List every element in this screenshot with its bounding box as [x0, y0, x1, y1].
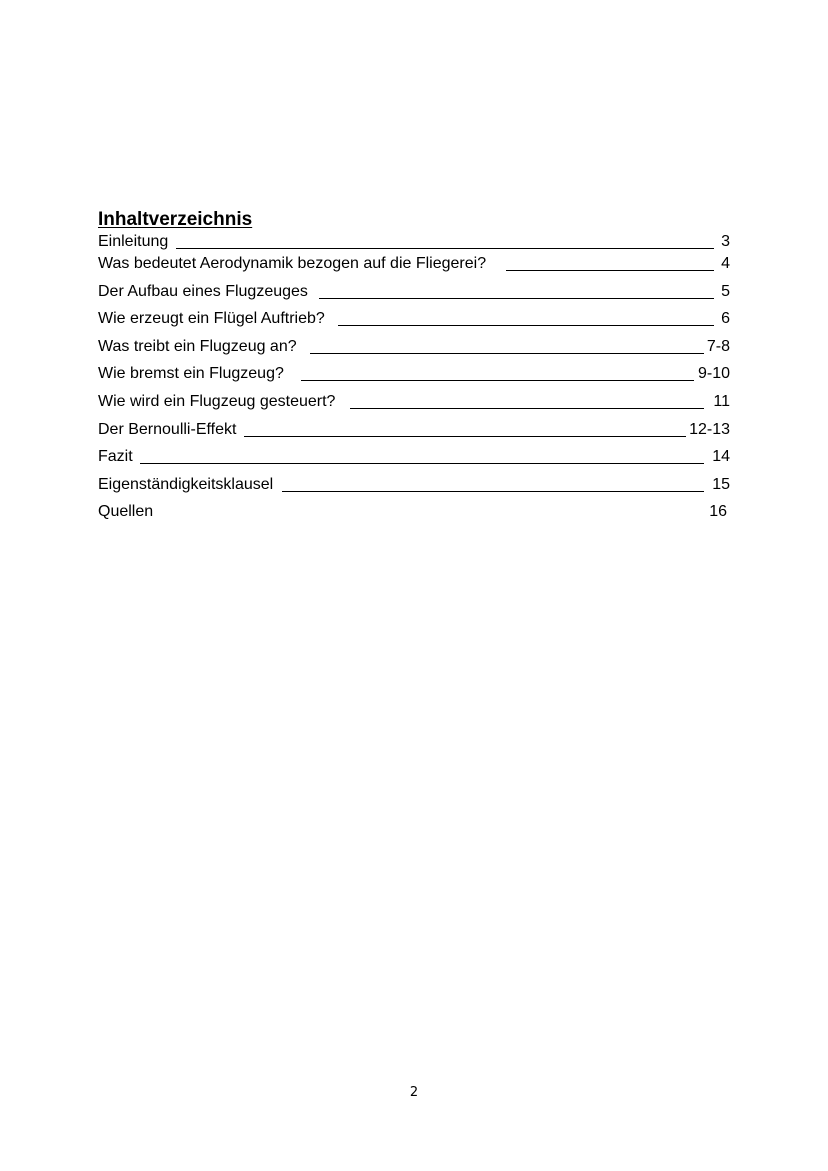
toc-entry[interactable]	[98, 232, 730, 254]
toc-entry-page: 11	[713, 392, 730, 410]
toc-entry-label: Wie wird ein Flugzeug gesteuert?	[98, 392, 336, 410]
toc-leader-line	[282, 475, 704, 492]
toc-entry[interactable]	[98, 337, 730, 365]
toc-entry[interactable]	[98, 282, 730, 310]
toc-leader-line	[506, 254, 714, 271]
toc-leader-line	[350, 392, 704, 409]
toc-entry-page: 3	[721, 233, 730, 250]
toc-entry[interactable]	[98, 447, 730, 475]
toc-leader-line	[338, 309, 714, 326]
toc-leader-line	[319, 282, 714, 299]
toc-entry-label: Quellen	[98, 503, 154, 521]
toc-entry-page: 7-8	[706, 337, 730, 355]
toc-title: Inhaltverzeichnis	[98, 209, 253, 230]
toc-entry-label: Fazit	[98, 448, 133, 466]
toc-leader-line	[301, 364, 694, 381]
toc-entry[interactable]	[98, 392, 730, 420]
toc-entry-label: Der Bernoulli-Effekt	[98, 420, 237, 438]
toc-leader-line	[310, 337, 704, 354]
toc-entry[interactable]	[98, 420, 730, 448]
toc-entry-label: Was treibt ein Flugzeug an?	[98, 337, 297, 355]
toc-entry-page: 12-13	[689, 420, 730, 438]
toc-entry-page: 6	[721, 310, 730, 328]
toc-entry-page: 15	[712, 475, 730, 493]
toc-entry[interactable]	[98, 254, 730, 282]
toc-entry[interactable]	[98, 475, 730, 503]
toc-entry-label: Wie bremst ein Flugzeug?	[98, 365, 284, 383]
toc-leader-line	[140, 447, 704, 464]
toc-entry[interactable]	[98, 502, 730, 530]
toc-entry-label: Eigenständigkeitsklausel	[98, 475, 274, 493]
toc-entry-page: 5	[721, 282, 730, 300]
toc-entry-label: Der Aufbau eines Flugzeuges	[98, 282, 308, 300]
toc-entry[interactable]	[98, 309, 730, 337]
page-number: 2	[409, 1085, 419, 1100]
table-of-contents	[98, 208, 730, 530]
toc-entry-page: 4	[721, 255, 730, 272]
toc-list	[98, 232, 730, 530]
toc-entry-page: 16	[709, 503, 727, 521]
toc-entry-label: Wie erzeugt ein Flügel Auftrieb?	[98, 310, 325, 328]
toc-leader-line	[244, 420, 686, 437]
toc-entry[interactable]	[98, 364, 730, 392]
toc-entry-label: Einleitung	[98, 233, 169, 250]
toc-entry-page: 14	[712, 448, 730, 466]
toc-entry-page: 9-10	[697, 365, 730, 383]
toc-entry-label: Was bedeutet Aerodynamik bezogen auf die Fliegerei?	[98, 255, 487, 272]
toc-leader-line	[176, 232, 714, 249]
